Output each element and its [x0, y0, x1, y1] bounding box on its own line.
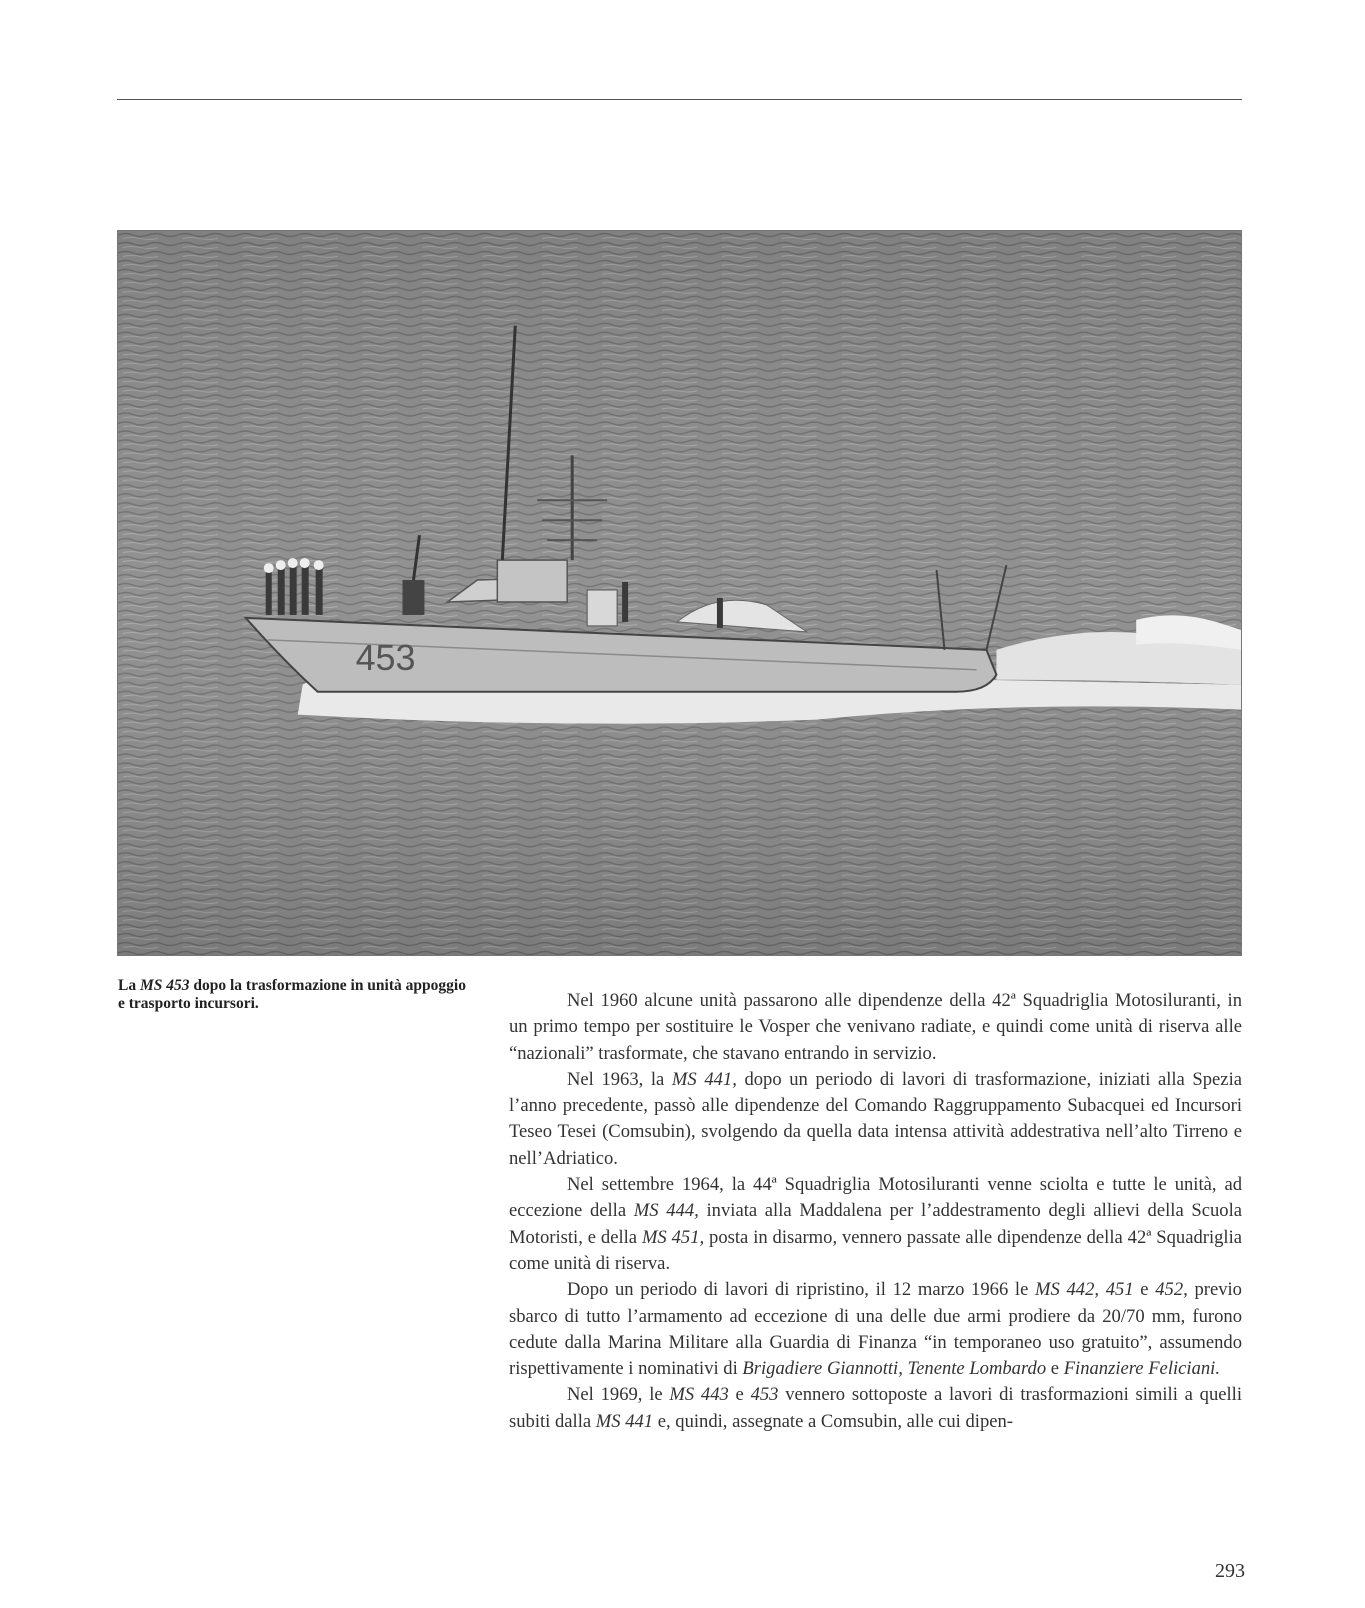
photo-caption — [118, 977, 468, 1013]
text-run: Dopo un periodo di lavori di ripristino, il 12 marzo 1966 le — [567, 1279, 1036, 1301]
paragraph — [509, 1067, 1242, 1172]
text-run: posta in disarmo, vennero passate alle dipendenze della 42ª Squadriglia come unità di riserva. — [509, 1226, 1242, 1274]
italic-run: MS 451, — [641, 1226, 705, 1248]
italic-run: 453 — [750, 1384, 779, 1406]
header-rule — [117, 99, 1242, 100]
text-run: e — [1046, 1358, 1064, 1380]
text-run: previo sbarco di tutto l’armamento ad eccezione di una delle due armi prodiere da 20/70 mm, furono cedute dalla Marina Militare alla Guardia di Finanza “in temporaneo uso gratuito”, assumendo rispettivamente i nominativi di — [509, 1279, 1242, 1380]
italic-run: Brigadiere Giannotti, Tenente Lombardo — [742, 1358, 1047, 1380]
text-run: Nel 1963, la — [567, 1068, 672, 1090]
paragraph — [509, 988, 1242, 1067]
caption-text: dopo la trasformazione in unità appoggio e trasporto incursori. — [118, 977, 466, 1012]
italic-run: 452, — [1155, 1279, 1188, 1301]
italic-run: MS 441 — [595, 1410, 654, 1432]
hull-number: 453 — [355, 636, 416, 678]
photo-ms453 — [117, 230, 1242, 956]
page-number: 293 — [1215, 1560, 1245, 1582]
text-run: inviata alla Maddalena per l’addestramento degli allievi della Scuola Motoristi, e della — [509, 1200, 1242, 1248]
text-run: Nel 1969, le — [567, 1384, 670, 1406]
italic-run: MS 442, 451 — [1035, 1279, 1134, 1301]
italic-run: MS 444, — [633, 1200, 699, 1222]
text-run: e, quindi, assegnate a Comsubin, alle cui dipen- — [653, 1410, 1014, 1432]
italic-run: MS 441, — [671, 1068, 737, 1090]
paragraph — [509, 1382, 1242, 1435]
paragraph — [509, 1172, 1242, 1277]
italic-run: Finanziere Feliciani. — [1063, 1358, 1220, 1380]
caption-prefix: La — [118, 977, 140, 994]
text-run: e — [728, 1384, 751, 1406]
caption-vessel: MS 453 — [139, 977, 190, 994]
italic-run: MS 443 — [669, 1384, 729, 1406]
paragraph — [509, 1277, 1242, 1382]
body-text — [509, 988, 1242, 1435]
text-run: dopo un periodo di lavori di trasformazione, iniziati alla Spezia l’anno precedente, passò alle dipendenze del Comando Raggruppamento Subacquei ed Incursori Teseo Tesei (Comsubin), svolgendo da quella data intensa attività addestrativa nell’alto Tirreno e nell’Adriatico. — [509, 1068, 1242, 1169]
text-run: e — [1133, 1279, 1156, 1301]
text-run: Nel 1960 alcune unità passarono alle dipendenze della 42ª Squadriglia Motosiluranti, in un primo tempo per sostituire le Vosper che venivano radiate, e quindi come unità di riserva alle “nazionali” trasformate, che stavano entrando in servizio. — [509, 990, 1242, 1064]
text-run: Nel settembre 1964, la 44ª Squadriglia Motosiluranti venne sciolta e tutte le unità, ad eccezione della — [509, 1174, 1242, 1222]
text-run: vennero sottoposte a lavori di trasformazioni simili a quelli subiti dalla — [509, 1384, 1242, 1432]
